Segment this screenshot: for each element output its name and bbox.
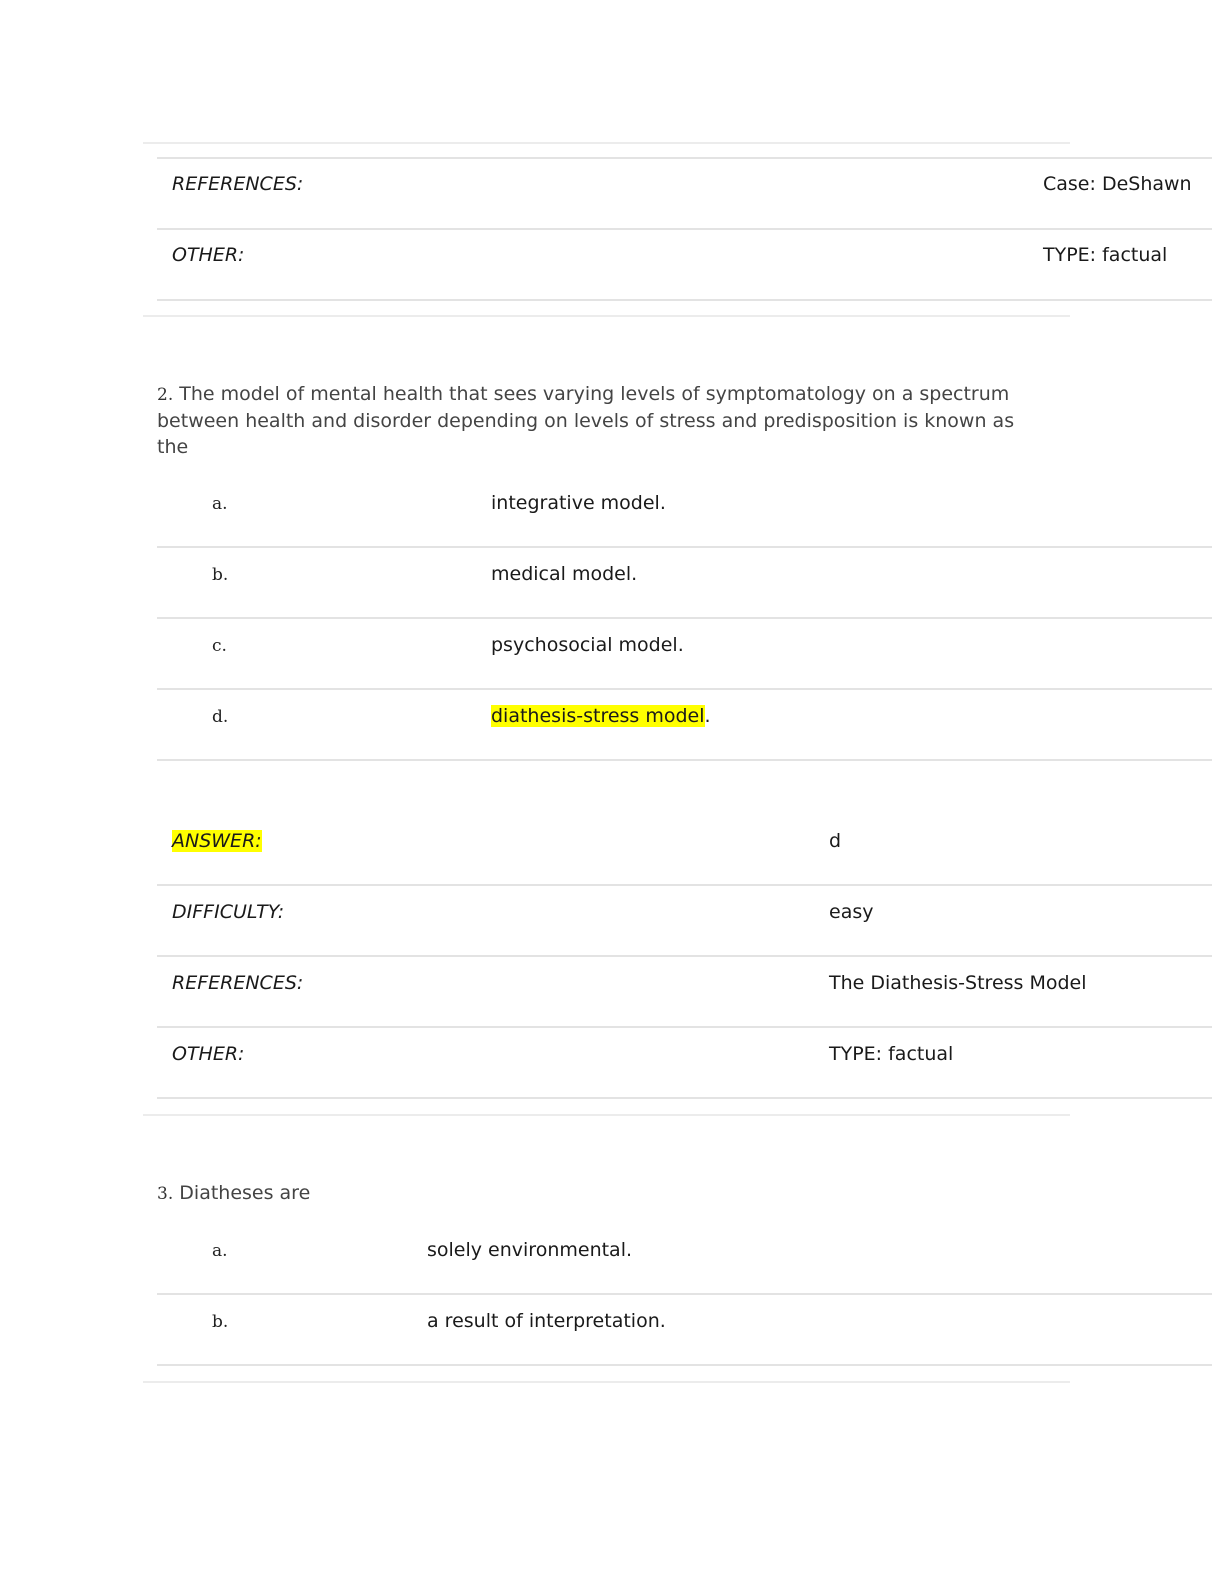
section-divider <box>143 1114 1070 1116</box>
option-letter-b: b. <box>212 1312 229 1332</box>
difficulty-label: DIFFICULTY: <box>172 901 285 923</box>
section-divider <box>143 1381 1070 1383</box>
other-value: TYPE: factual <box>829 1043 954 1065</box>
row-divider <box>157 228 1212 230</box>
option-letter-b: b. <box>212 565 229 585</box>
option-text-a: solely environmental. <box>427 1239 633 1261</box>
answer-value: d <box>829 830 842 852</box>
option-letter-d: d. <box>212 707 229 727</box>
option-text-c: psychosocial model. <box>491 634 684 656</box>
other-value: TYPE: factual <box>1043 244 1168 266</box>
references-label: REFERENCES: <box>172 972 304 994</box>
row-divider <box>157 688 1212 690</box>
answer-label: ANSWER: <box>172 830 262 852</box>
option-letter-a: a. <box>212 494 228 514</box>
question-number: 3. <box>157 1184 174 1204</box>
option-text-b: medical model. <box>491 563 638 585</box>
option-text-d-tail: . <box>704 705 711 727</box>
highlighted-answer: diathesis-stress model <box>491 705 705 727</box>
row-divider <box>157 157 1212 159</box>
references-value: The Diathesis-Stress Model <box>829 972 1087 994</box>
other-label: OTHER: <box>172 244 245 266</box>
row-divider <box>157 955 1212 957</box>
question-3-stem <box>157 1180 1017 1207</box>
question-2-stem <box>157 381 1017 460</box>
other-label: OTHER: <box>172 1043 245 1065</box>
question-text: The model of mental health that sees varying levels of symptomatology on a spectrum between health and disorder depending on levels of stress and predisposition is known as the <box>157 383 1015 458</box>
question-text: Diatheses are <box>179 1182 311 1204</box>
row-divider <box>157 299 1212 301</box>
option-letter-a: a. <box>212 1241 228 1261</box>
references-value: Case: DeShawn <box>1043 173 1192 195</box>
difficulty-value: easy <box>829 901 874 923</box>
row-divider <box>157 1293 1212 1295</box>
row-divider <box>157 546 1212 548</box>
option-text-d <box>491 704 711 728</box>
row-divider <box>157 884 1212 886</box>
row-divider <box>157 1026 1212 1028</box>
question-number: 2. <box>157 385 174 405</box>
option-letter-c: c. <box>212 636 227 656</box>
row-divider <box>157 617 1212 619</box>
section-divider <box>143 142 1070 144</box>
option-text-b: a result of interpretation. <box>427 1310 666 1332</box>
option-text-a: integrative model. <box>491 492 666 514</box>
row-divider <box>157 1364 1212 1366</box>
section-divider <box>143 315 1070 317</box>
row-divider <box>157 759 1212 761</box>
row-divider <box>157 1097 1212 1099</box>
references-label: REFERENCES: <box>172 173 304 195</box>
